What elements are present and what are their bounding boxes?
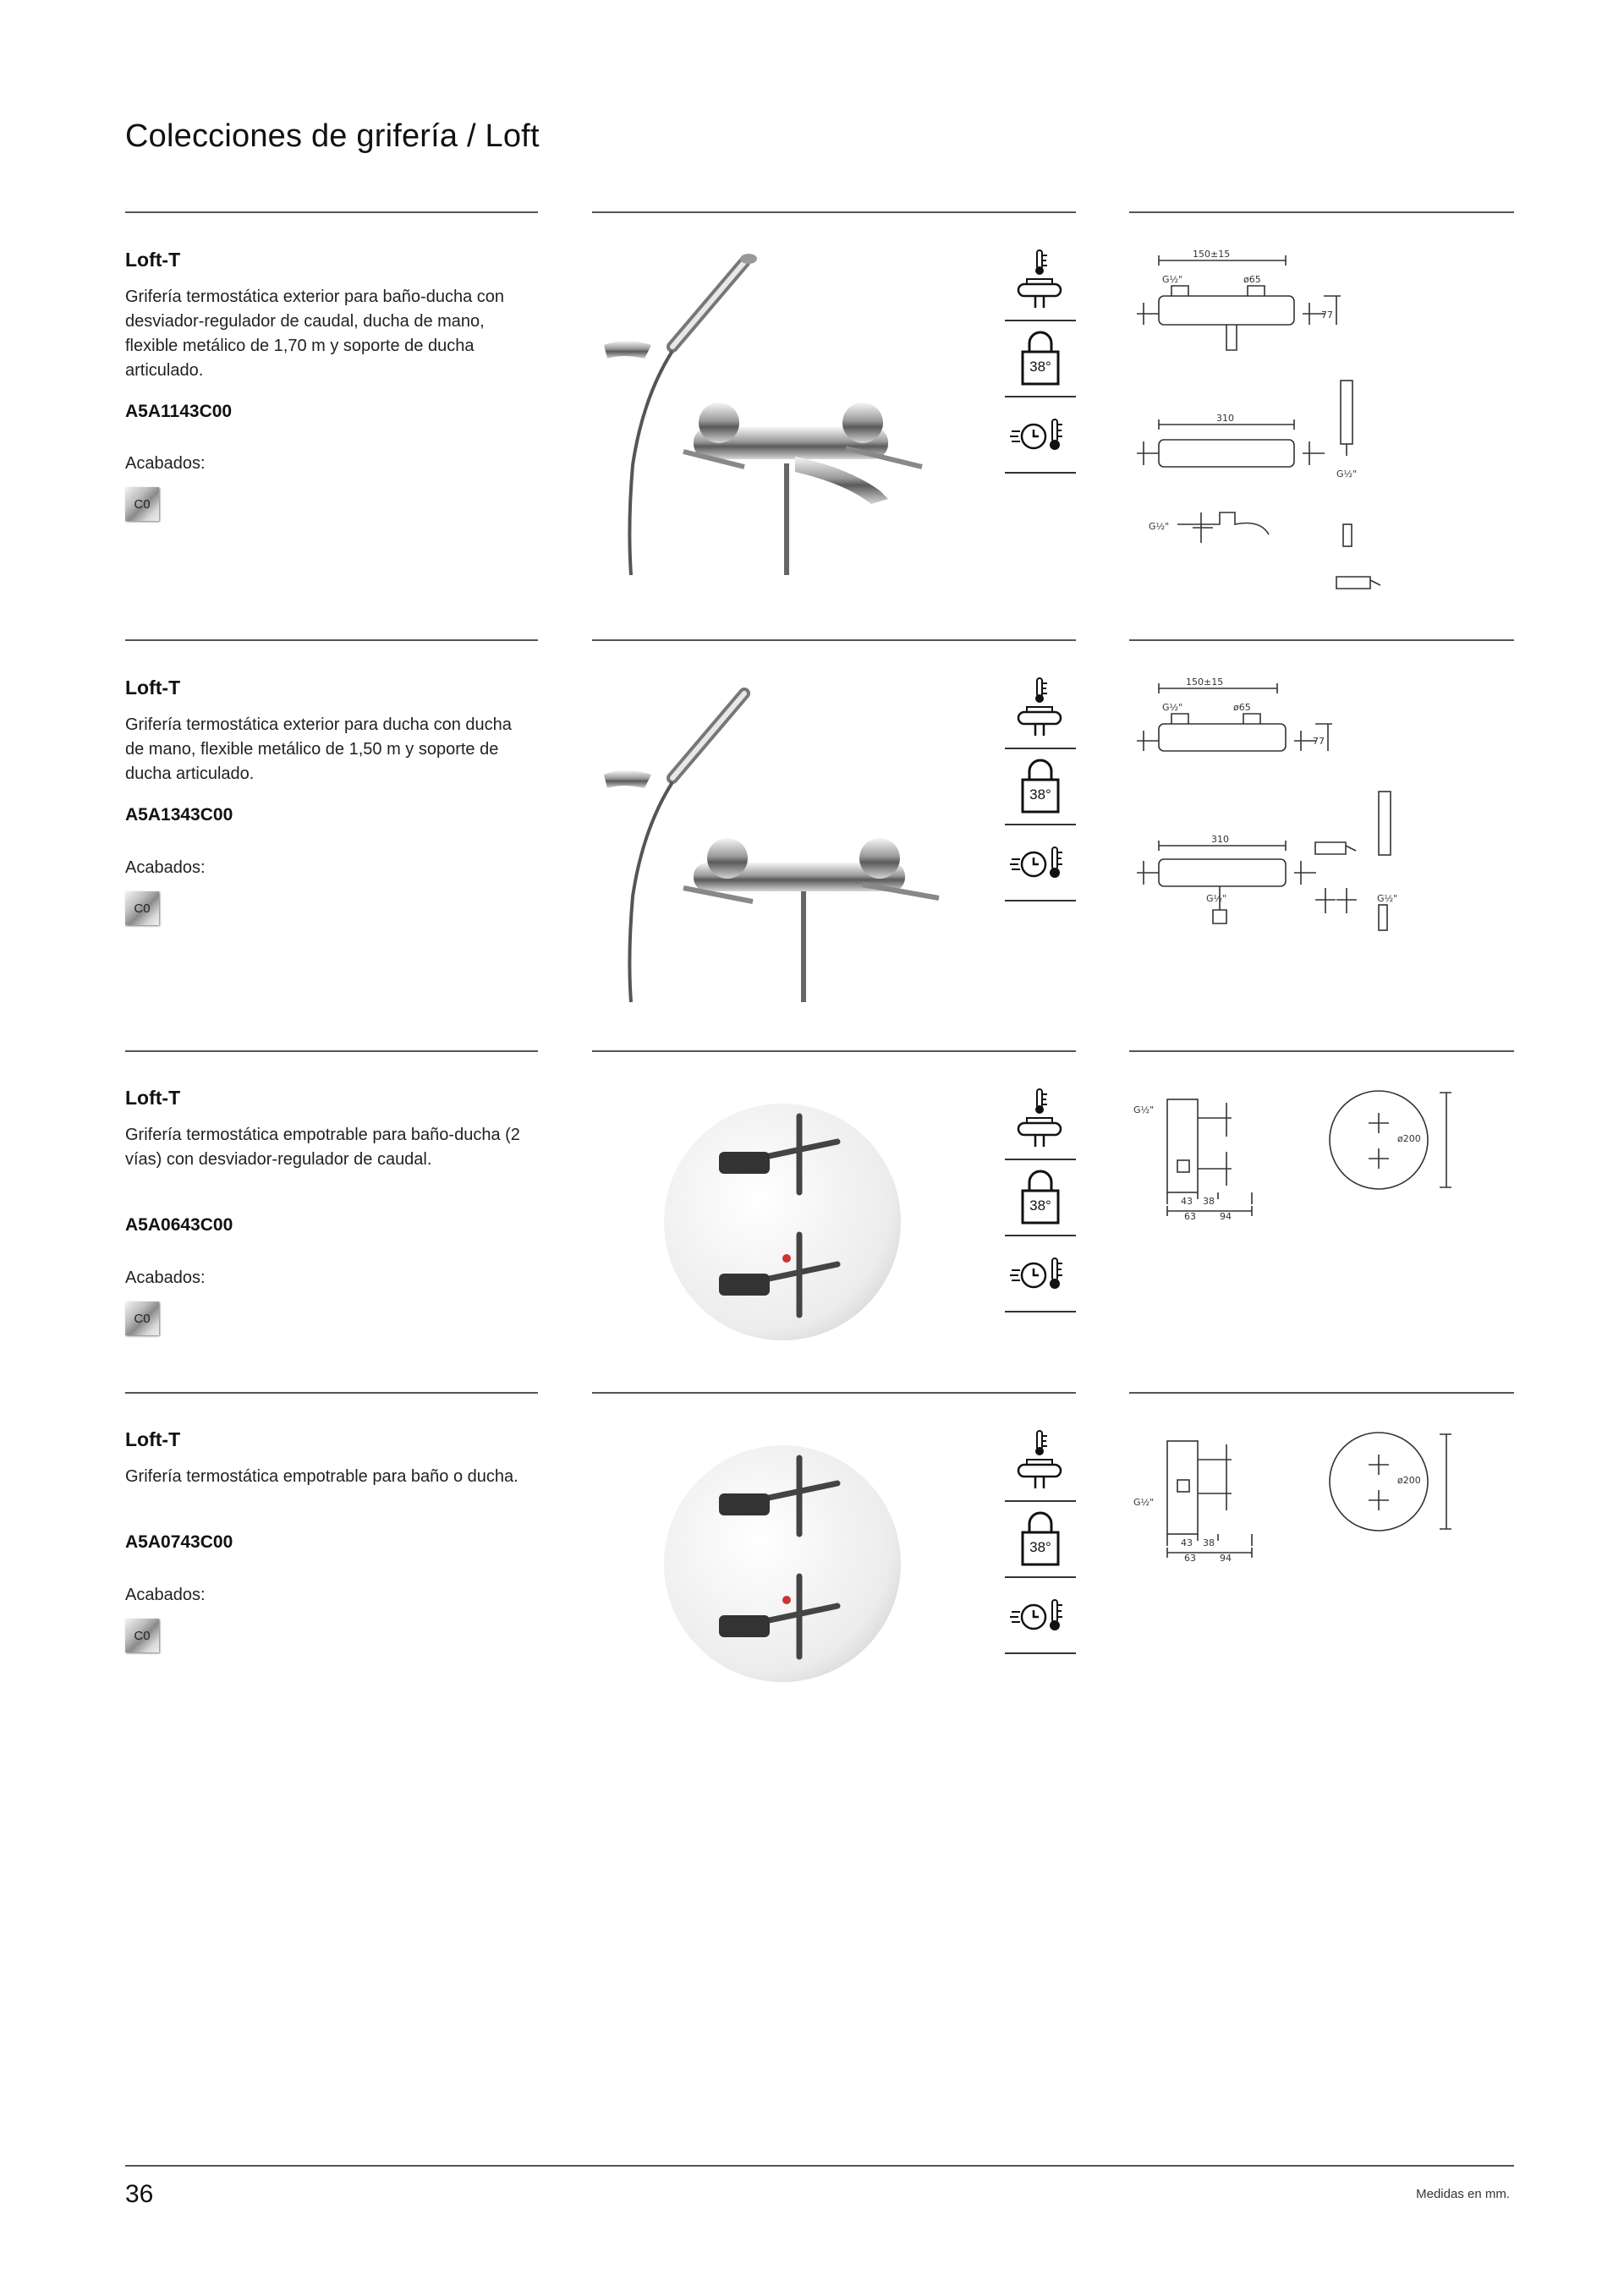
dimension-label: 38 <box>1203 1196 1215 1207</box>
finish-swatch-chrome: C0 <box>125 891 159 925</box>
quick-response-icon <box>1005 1580 1076 1652</box>
page-title: Colecciones de grifería / Loft <box>125 118 540 154</box>
divider <box>125 1050 538 1052</box>
finish-swatch-chrome: C0 <box>125 487 159 521</box>
dimension-label: G½" <box>1336 469 1358 479</box>
finishes-label: Acabados: <box>125 1269 206 1287</box>
product-description: Grifería termostática empotrable para baño-ducha (2 vías) con desviador-regulador de caudal. <box>125 1126 520 1169</box>
product-description: Grifería termostática exterior para baño-ducha con desviador-regulador de caudal, ducha de mano, flexible metálico de 1,70 m y soporte de ducha articulado. <box>125 288 504 380</box>
dimension-label: ø65 <box>1233 702 1251 713</box>
product-code: A5A0743C00 <box>125 1532 233 1552</box>
dimension-label: ø200 <box>1397 1133 1421 1144</box>
product-code: A5A0643C00 <box>125 1215 233 1235</box>
feature-icons <box>1005 1084 1076 1312</box>
divider <box>125 211 538 213</box>
product-photo-concealed-1way <box>592 1433 973 1695</box>
divider <box>592 639 1076 641</box>
dimension-label: G½" <box>1162 274 1183 285</box>
technical-drawing-concealed-1way <box>1125 1426 1497 1578</box>
page-number: 36 <box>125 2180 154 2208</box>
feature-icons <box>1005 673 1076 901</box>
product-name: Loft-T <box>125 677 181 699</box>
product-photo-shower-mixer <box>592 677 973 1006</box>
technical-drawing-bath-shower <box>1125 245 1497 609</box>
dimension-label: 150±15 <box>1186 677 1224 688</box>
finishes-label: Acabados: <box>125 858 206 877</box>
product-name: Loft-T <box>125 249 181 271</box>
product-description: Grifería termostática exterior para ducha con ducha de mano, flexible metálico de 1,50 m y soporte de ducha articulado. <box>125 715 512 783</box>
dimension-label: 77 <box>1321 310 1333 321</box>
product-name: Loft-T <box>125 1428 181 1450</box>
product-photo-concealed-2way <box>592 1091 973 1353</box>
product-code: A5A1143C00 <box>125 402 233 421</box>
divider <box>1129 639 1514 641</box>
dimension-label: 77 <box>1313 736 1325 747</box>
product-description: Grifería termostática empotrable para baño o ducha. <box>125 1467 518 1486</box>
divider <box>592 1392 1076 1394</box>
product-photo-bath-shower-mixer <box>592 245 973 584</box>
safety-lock-38-icon <box>1005 1504 1076 1576</box>
dimension-label: 150±15 <box>1193 249 1231 260</box>
safety-lock-38-icon <box>1005 751 1076 824</box>
dimension-label: G½" <box>1377 893 1398 904</box>
dimension-label: 63 <box>1184 1211 1196 1222</box>
dimension-label: 38 <box>1203 1537 1215 1548</box>
thermostat-mixer-icon <box>1005 1084 1076 1157</box>
dimension-label: ø200 <box>1397 1475 1421 1486</box>
lock-temperature-label: 38° <box>1029 1197 1051 1214</box>
feature-icons <box>1005 1426 1076 1654</box>
dimension-label: 310 <box>1211 834 1229 845</box>
safety-lock-38-icon <box>1005 1162 1076 1235</box>
divider <box>1129 211 1514 213</box>
dimension-label: 94 <box>1220 1211 1232 1222</box>
thermostat-mixer-icon <box>1005 245 1076 318</box>
dimension-label: G½" <box>1133 1497 1155 1508</box>
technical-drawing-concealed-2way <box>1125 1084 1497 1236</box>
quick-response-icon <box>1005 399 1076 472</box>
feature-icons <box>1005 245 1076 474</box>
quick-response-icon <box>1005 827 1076 900</box>
finishes-label: Acabados: <box>125 454 206 473</box>
finish-swatch-chrome: C0 <box>125 1301 159 1335</box>
technical-drawing-shower <box>1125 673 1497 969</box>
finish-swatch-chrome: C0 <box>125 1619 159 1652</box>
dimension-label: 94 <box>1220 1553 1232 1564</box>
lock-temperature-label: 38° <box>1029 1539 1051 1555</box>
quick-response-icon <box>1005 1238 1076 1311</box>
dimension-label: 63 <box>1184 1553 1196 1564</box>
divider <box>1129 1050 1514 1052</box>
divider <box>125 1392 538 1394</box>
dimension-label: G½" <box>1162 702 1183 713</box>
thermostat-mixer-icon <box>1005 673 1076 746</box>
measurement-note: Medidas en mm. <box>1416 2187 1510 2201</box>
dimension-label: G½" <box>1133 1104 1155 1115</box>
dimension-label: 43 <box>1181 1196 1193 1207</box>
product-code: A5A1343C00 <box>125 805 233 825</box>
footer-divider <box>125 2165 1514 2167</box>
divider <box>592 1050 1076 1052</box>
divider <box>125 639 538 641</box>
dimension-label: 43 <box>1181 1537 1193 1548</box>
finishes-label: Acabados: <box>125 1586 206 1604</box>
safety-lock-38-icon <box>1005 323 1076 396</box>
product-name: Loft-T <box>125 1087 181 1109</box>
dimension-label: G½" <box>1149 521 1170 532</box>
dimension-label: G½" <box>1206 893 1227 904</box>
lock-temperature-label: 38° <box>1029 786 1051 803</box>
lock-temperature-label: 38° <box>1029 359 1051 375</box>
divider <box>1129 1392 1514 1394</box>
dimension-label: ø65 <box>1243 274 1261 285</box>
dimension-label: 310 <box>1216 413 1234 424</box>
thermostat-mixer-icon <box>1005 1426 1076 1499</box>
divider <box>592 211 1076 213</box>
